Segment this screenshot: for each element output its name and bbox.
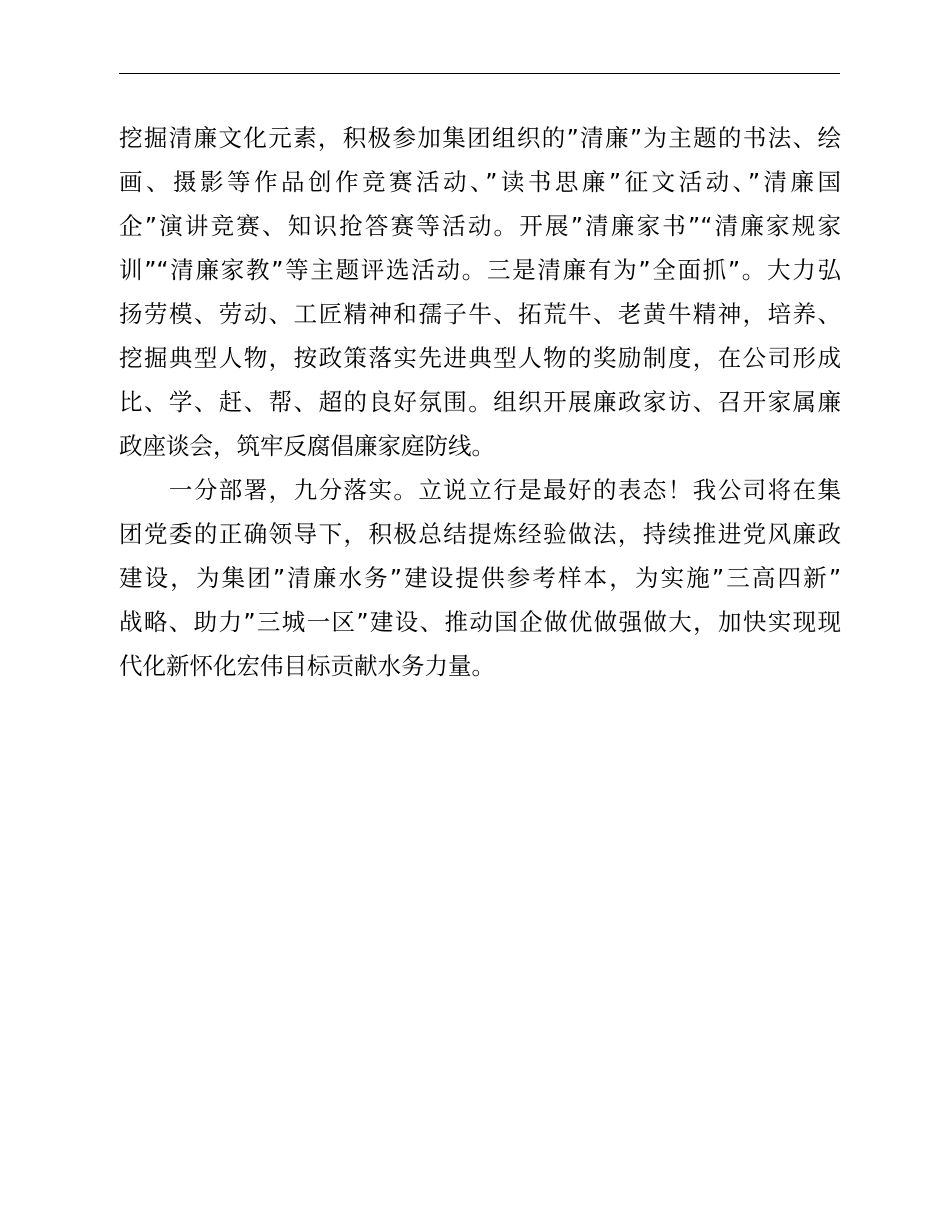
text-line: 企”演讲竞赛、知识抢答赛等活动。开展”清廉家书”“清廉家规家: [119, 212, 841, 240]
text-line: 扬劳模、劳动、工匠精神和孺子牛、拓荒牛、老黄牛精神，培养、: [119, 300, 841, 328]
text-line: 挖掘典型人物，按政策落实先进典型人物的奖励制度，在公司形成: [119, 344, 841, 372]
text-line: 挖掘清廉文化元素，积极参加集团组织的”清廉”为主题的书法、绘: [119, 124, 841, 152]
text-line: 比、学、赶、帮、超的良好氛围。组织开展廉政家访、召开家属廉: [119, 388, 841, 416]
text-line: 战略、助力”三城一区”建设、推动国企做优做强做大，加快实现现: [119, 608, 841, 636]
paragraph-1: [119, 116, 841, 468]
document-body: [119, 116, 841, 688]
text-line: 代化新怀化宏伟目标贡献水务力量。: [119, 652, 495, 680]
text-line: 建设，为集团”清廉水务”建设提供参考样本，为实施”三高四新”: [119, 564, 841, 592]
text-line: 画、摄影等作品创作竞赛活动、”读书思廉”征文活动、”清廉国: [119, 168, 841, 196]
text-line: 团党委的正确领导下，积极总结提炼经验做法，持续推进党风廉政: [119, 520, 841, 548]
text-line: 一分部署，九分落实。立说立行是最好的表态！我公司将在集: [119, 476, 841, 504]
text-line: 政座谈会，筑牢反腐倡廉家庭防线。: [119, 432, 495, 460]
text-line: 训”“清廉家教”等主题评选活动。三是清廉有为”全面抓”。大力弘: [119, 256, 841, 284]
header-rule: [119, 73, 840, 74]
paragraph-2: [119, 468, 841, 688]
